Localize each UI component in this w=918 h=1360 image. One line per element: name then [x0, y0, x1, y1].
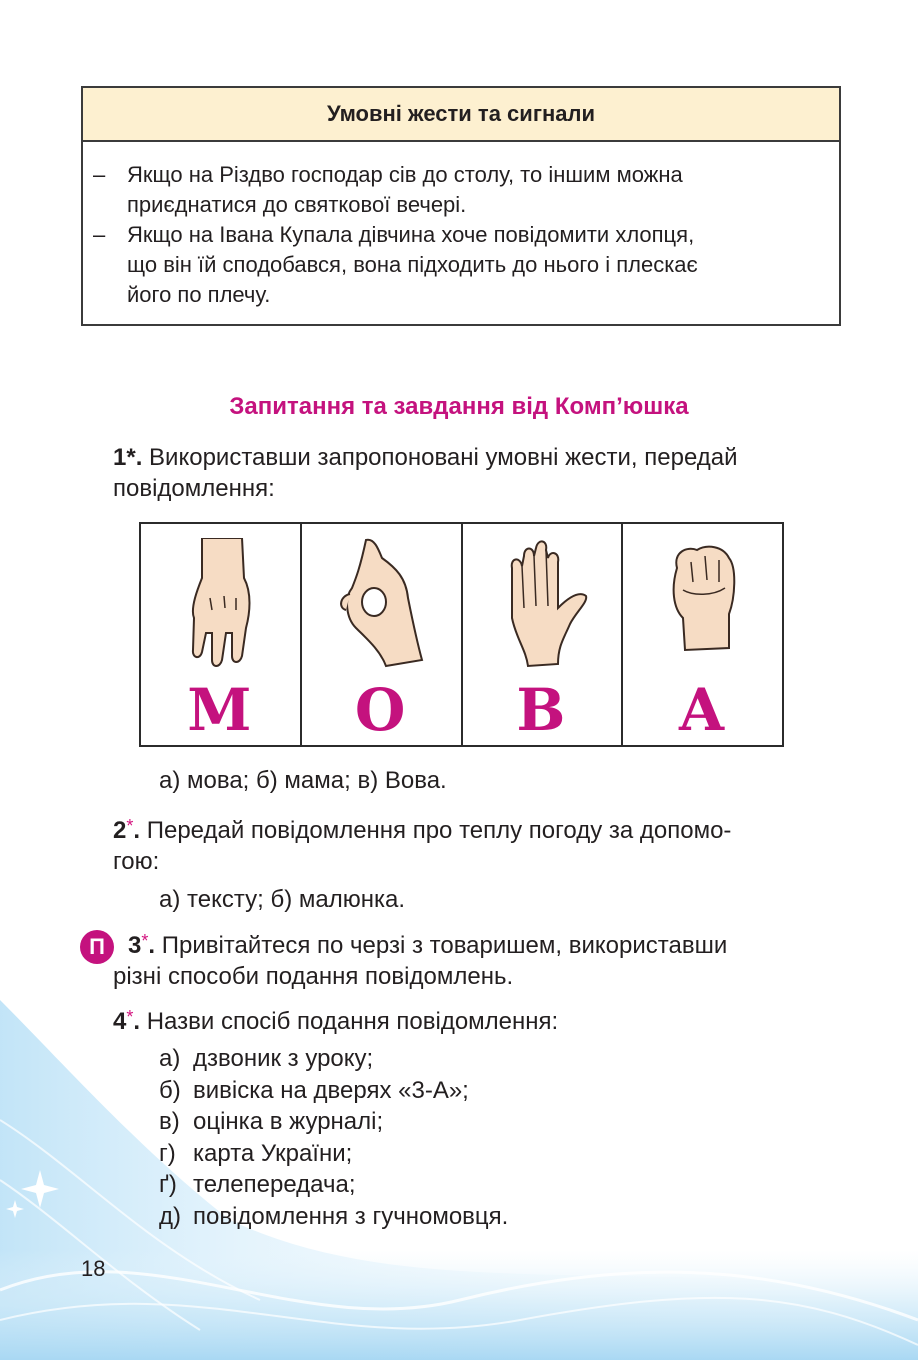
task-number: 1*.	[113, 444, 143, 471]
list-item: д) повідомлення з гучномовця.	[159, 1202, 509, 1230]
task-3: 3*. Привітайтеся по черзі з товаришем, використавши	[128, 931, 728, 959]
task-2-options: а) тексту; б) малюнка.	[159, 886, 405, 913]
task-4: 4*. Назви спосіб подання повідомлення:	[113, 1007, 559, 1035]
asterisk-icon: *	[141, 931, 149, 951]
list-item: ґ) телепередача;	[159, 1171, 356, 1198]
conventional-gestures-box	[81, 86, 841, 326]
gesture-letter: А	[678, 676, 728, 744]
asterisk-icon: *	[126, 816, 134, 836]
gesture-cell-o	[302, 524, 463, 745]
pair-work-badge: П	[80, 930, 114, 964]
hand-gesture-a-icon	[663, 538, 743, 668]
gesture-cell-m	[141, 524, 302, 745]
hand-gesture-v-icon	[492, 538, 592, 668]
box-title: Умовні жести та сигнали	[83, 88, 839, 142]
gesture-letter: М	[187, 676, 254, 744]
task-1: 1*. Використавши запропоновані умовні жести, передай повідомлення:	[113, 444, 738, 502]
gesture-table	[139, 522, 784, 747]
list-item: а) дзвоник з уроку;	[159, 1045, 374, 1072]
hand-gesture-m-icon	[180, 538, 260, 668]
gesture-letter: В	[516, 676, 568, 744]
gesture-letter: О	[354, 676, 408, 744]
asterisk-icon: *	[126, 1007, 134, 1027]
list-item: в) оцінка в журналі;	[159, 1108, 384, 1135]
hand-gesture-o-icon	[336, 538, 426, 668]
page-number: 18	[81, 1256, 106, 1281]
list-item: г) карта України;	[159, 1139, 353, 1167]
gesture-cell-v	[463, 524, 624, 745]
task-2: 2*. Передай повідомлення про теплу погоду за допомо- гою:	[113, 816, 732, 875]
gesture-cell-a	[623, 524, 782, 745]
task-4-list	[159, 1043, 508, 1232]
box-item: – Якщо на Івана Купала дівчина хоче повідомити хлопця, що він їй сподобався, вона підходить до нього і плескає його по плечу.	[93, 222, 698, 307]
list-item: б) вивіска на дверях «3-А»;	[159, 1076, 469, 1104]
section-title: Запитання та завдання від Комп’юшка	[229, 393, 689, 420]
box-item: – Якщо на Різдво господар сів до столу, то іншим можна приєднатися до святкової вечері.	[93, 162, 683, 217]
task-1-options: а) мова; б) мама; в) Вова.	[159, 767, 447, 794]
task-3-line2: різні способи подання повідомлень.	[113, 963, 514, 990]
